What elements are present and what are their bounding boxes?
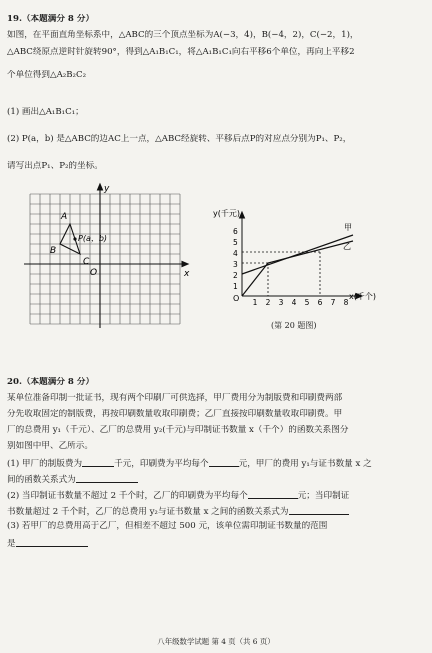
axes	[24, 184, 188, 328]
vertex-a-label: A	[61, 212, 68, 222]
answer-blank[interactable]	[209, 457, 239, 467]
y-tick-label: 2	[233, 271, 238, 280]
q20-part2-cont	[7, 505, 424, 518]
x-tick-label: 6	[317, 298, 323, 305]
point-p-label: P(a，b)	[78, 234, 108, 243]
q20-part3: (3) 若甲厂的总费用高于乙厂，但相差不超过 500 元，该单位需印制证书数量的范围	[7, 521, 328, 531]
q20-text-line4: 别如图中甲、乙所示。	[7, 441, 93, 451]
line-jia-label: 甲	[344, 223, 352, 232]
q20-heading: 20.（本题满分 8 分）	[7, 377, 95, 387]
q20-part1-text-a: (1) 甲厂的制版费为	[7, 459, 83, 469]
q20-part1-text-c: 元，甲厂的费用 y₁与证书数量 x 之	[238, 459, 372, 469]
guide-lines	[242, 252, 320, 296]
y-tick-label: 5	[233, 238, 238, 247]
x-tick-label: 1	[252, 298, 258, 305]
x-tick-label: 3	[278, 298, 284, 305]
y-tick-label: 4	[233, 249, 238, 258]
y-axis-label: y	[104, 184, 110, 194]
q20-part1-text-b: 千元，印刷费为平均每个	[114, 459, 209, 469]
q19-text-line2: △ABC绕原点逆时针旋转90°，得到△A₁B₁C₁，将△A₁B₁C₁向右平移6个单位，再向上平移2	[7, 47, 355, 57]
grid-lines	[30, 194, 180, 324]
y-tick-label: 1	[233, 282, 238, 291]
graph-origin-label: O	[233, 294, 240, 303]
graph-x-axis-label: x(千个)	[349, 292, 376, 301]
graph-y-axis-label: y(千元)	[213, 209, 240, 218]
q19-part2: (2) P(a，b) 是△ABC的边AC上一点，△ABC经旋转、平移后点P的对应点分别为P₁、P₂，	[7, 134, 352, 144]
q20-part1	[7, 457, 424, 470]
graph-caption: (第 20 题图)	[271, 321, 317, 330]
q19-part3: 请写出点P₁、P₂的坐标。	[7, 161, 103, 171]
q20-part3-text-b: 是	[7, 539, 16, 549]
vertex-b-label: B	[50, 246, 57, 256]
function-graph-figure	[210, 200, 380, 305]
origin-label: O	[90, 268, 98, 278]
line-yi-label: 乙	[343, 242, 351, 251]
page-footer: 八年级数学试题 第 4 页（共 6 页）	[157, 637, 275, 646]
q19-part1: (1) 画出△A₁B₁C₁；	[7, 107, 84, 117]
coordinate-grid-figure	[20, 182, 195, 332]
q19-heading: 19.（本题满分 8 分）	[7, 14, 95, 24]
vertex-c-label: C	[83, 257, 90, 267]
line-jia	[242, 235, 353, 274]
x-tick-labels	[253, 298, 349, 305]
x-tick-label: 2	[265, 298, 271, 305]
answer-blank[interactable]	[289, 505, 349, 515]
q20-text-line1: 某单位准备印制一批证书，现有两个印刷厂可供选择，甲厂费用分为制版费和印刷费两部	[7, 393, 343, 403]
q20-text-line3: 厂的总费用 y₁（千元）、乙厂的总费用 y₂(千元)与印制证书数量 x（千个）的函数关系图分	[7, 425, 349, 435]
y-tick-label: 6	[233, 227, 238, 236]
q20-part2-text-c: 书数量超过 2 千个时，乙厂的总费用 y₂与证书数量 x 之间的函数关系式为	[7, 507, 289, 517]
x-tick-label: 4	[291, 298, 297, 305]
q20-part1-cont	[7, 473, 424, 486]
answer-blank[interactable]	[248, 489, 298, 499]
answer-blank[interactable]	[82, 457, 114, 467]
x-tick-label: 5	[304, 298, 310, 305]
q20-part1-text-d: 间的函数关系式为	[7, 475, 76, 485]
q19-text-line3: 个单位得到△A₂B₂C₂	[7, 70, 87, 80]
q19-text-line1: 如图，在平面直角坐标系中，△ABC的三个顶点坐标为A(−3，4)，B(−4，2)，C(−2，1)，	[7, 30, 359, 40]
y-tick-labels	[233, 227, 238, 291]
y-tick-label: 3	[233, 260, 238, 269]
x-tick-label: 8	[343, 298, 349, 305]
q20-part2-text-b: 元；当印制证	[297, 491, 350, 501]
answer-blank[interactable]	[76, 473, 138, 483]
q20-part2-text-a: (2) 当印制证书数量不超过 2 千个时，乙厂的印刷费为平均每个	[7, 491, 248, 501]
q20-part3-cont	[7, 537, 424, 550]
answer-blank[interactable]	[16, 537, 88, 547]
point-p	[73, 237, 76, 240]
x-axis-label: x	[184, 269, 190, 279]
q20-part2	[7, 489, 424, 502]
x-tick-label: 7	[330, 298, 336, 305]
q20-text-line2: 分先收取固定的制版费，再按印刷数量收取印刷费；乙厂直接按印刷数量收取印刷费。甲	[7, 409, 343, 419]
